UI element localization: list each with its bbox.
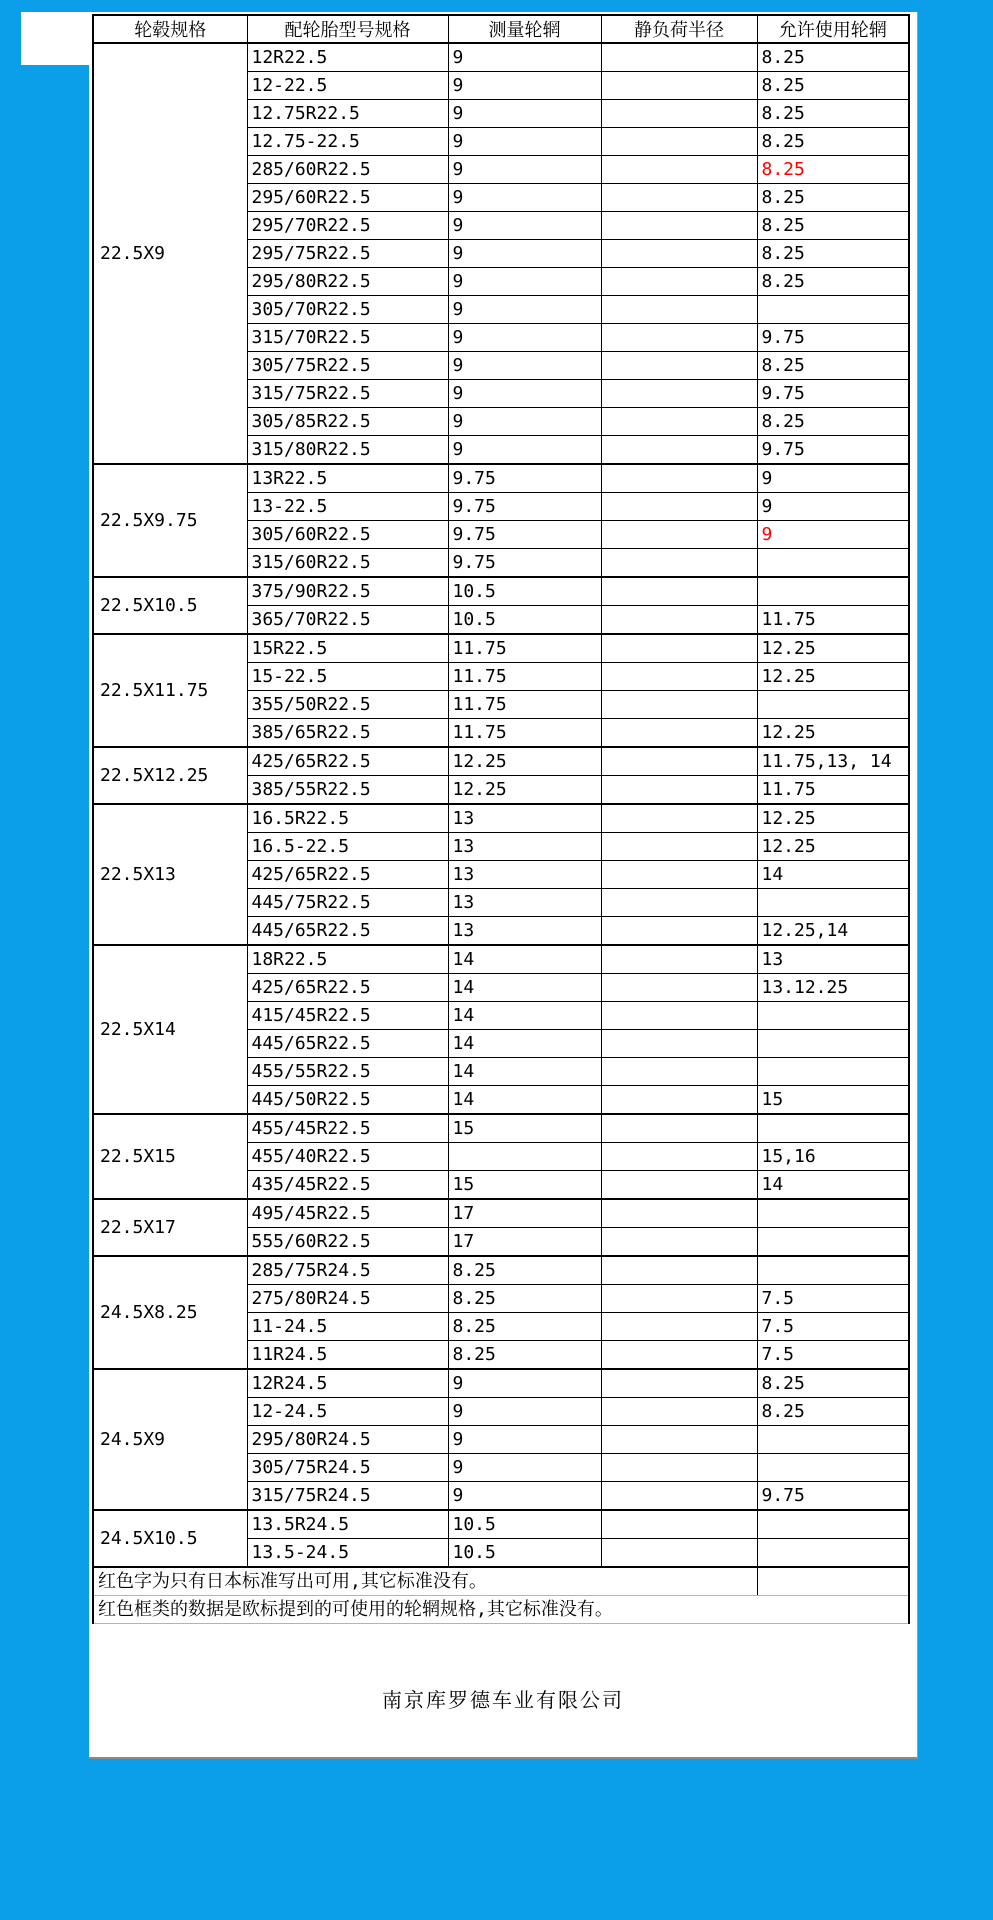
allowed-rim-cell [757,1256,909,1285]
tire-model-cell: 11R24.5 [247,1341,448,1370]
allowed-rim-cell: 8.25 [757,72,909,100]
table-row [93,1199,909,1228]
content-panel [89,12,918,1759]
measured-rim-cell: 8.25 [448,1341,601,1370]
measured-rim-cell: 14 [448,1030,601,1058]
table-row [93,577,909,606]
measured-rim-cell: 9.75 [448,464,601,493]
static-load-radius-cell [601,240,757,268]
tire-model-cell: 15R22.5 [247,634,448,663]
table-body [93,43,909,1567]
static-load-radius-cell [601,1143,757,1171]
measured-rim-cell: 12.25 [448,776,601,805]
tire-model-cell: 305/60R22.5 [247,521,448,549]
column-header-2: 配轮胎型号规格 [247,15,448,43]
measured-rim-cell: 9 [448,436,601,465]
tire-model-cell: 425/65R22.5 [247,974,448,1002]
allowed-rim-cell [757,1002,909,1030]
measured-rim-cell [448,1143,601,1171]
table-row [93,945,909,974]
measured-rim-cell: 9 [448,128,601,156]
allowed-rim-cell: 8.25 [757,1398,909,1426]
measured-rim-cell: 9 [448,43,601,72]
measured-rim-cell: 17 [448,1228,601,1257]
static-load-radius-cell [601,691,757,719]
allowed-rim-cell: 8.25 [757,128,909,156]
static-load-radius-cell [601,72,757,100]
column-header-1: 轮毂规格 [93,15,247,43]
hub-spec-cell: 22.5X9.75 [93,464,247,577]
tire-model-cell: 305/85R22.5 [247,408,448,436]
static-load-radius-cell [601,1482,757,1511]
table-row [93,43,909,72]
static-load-radius-cell [601,1256,757,1285]
allowed-rim-cell: 9 [757,493,909,521]
measured-rim-cell: 14 [448,974,601,1002]
allowed-rim-cell: 8.25 [757,100,909,128]
static-load-radius-cell [601,1086,757,1115]
measured-rim-cell: 9.75 [448,493,601,521]
table-row [93,634,909,663]
measured-rim-cell: 9 [448,1369,601,1398]
tire-model-cell: 12-24.5 [247,1398,448,1426]
allowed-rim-cell [757,1114,909,1143]
allowed-rim-cell: 12.25 [757,719,909,748]
tire-model-cell: 425/65R22.5 [247,861,448,889]
static-load-radius-cell [601,945,757,974]
tire-model-cell: 355/50R22.5 [247,691,448,719]
allowed-rim-cell: 12.25 [757,833,909,861]
allowed-rim-cell [757,1030,909,1058]
static-load-radius-cell [601,268,757,296]
static-load-radius-cell [601,1114,757,1143]
allowed-rim-cell: 8.25 [757,43,909,72]
allowed-rim-cell: 9.75 [757,436,909,465]
allowed-rim-cell [757,691,909,719]
static-load-radius-cell [601,747,757,776]
note-japan-standard: 红色字为只有日本标准写出可用,其它标准没有。 [93,1567,757,1596]
tire-model-cell: 315/75R22.5 [247,380,448,408]
static-load-radius-cell [601,1285,757,1313]
tire-model-cell: 385/65R22.5 [247,719,448,748]
allowed-rim-cell [757,1199,909,1228]
company-name: 南京库罗德车业有限公司 [382,1688,624,1712]
tire-model-cell: 13.5-24.5 [247,1539,448,1568]
allowed-rim-cell [757,1539,909,1568]
allowed-rim-cell: 13 [757,945,909,974]
static-load-radius-cell [601,128,757,156]
hub-spec-cell: 22.5X15 [93,1114,247,1199]
tire-model-cell: 305/75R22.5 [247,352,448,380]
allowed-rim-cell [757,577,909,606]
measured-rim-cell: 9 [448,1426,601,1454]
tire-model-cell: 275/80R24.5 [247,1285,448,1313]
note-row-japan-standard [93,1567,909,1596]
tire-model-cell: 455/40R22.5 [247,1143,448,1171]
tire-model-cell: 295/70R22.5 [247,212,448,240]
static-load-radius-cell [601,1228,757,1257]
note-euro-standard: 红色框类的数据是欧标提到的可使用的轮辋规格,其它标准没有。 [93,1596,909,1624]
static-load-radius-cell [601,804,757,833]
measured-rim-cell: 9 [448,408,601,436]
measured-rim-cell: 14 [448,1002,601,1030]
allowed-rim-cell: 8.25 [757,156,909,184]
static-load-radius-cell [601,1002,757,1030]
measured-rim-cell: 10.5 [448,606,601,635]
static-load-radius-cell [601,1030,757,1058]
allowed-rim-cell: 8.25 [757,268,909,296]
tire-model-cell: 445/65R22.5 [247,917,448,946]
column-header-3: 测量轮辋 [448,15,601,43]
static-load-radius-cell [601,184,757,212]
measured-rim-cell: 12.25 [448,747,601,776]
static-load-radius-cell [601,1341,757,1370]
static-load-radius-cell [601,776,757,805]
measured-rim-cell: 9 [448,156,601,184]
static-load-radius-cell [601,549,757,578]
allowed-rim-cell [757,1058,909,1086]
tire-model-cell: 18R22.5 [247,945,448,974]
allowed-rim-cell: 12.25 [757,634,909,663]
allowed-rim-cell [757,1454,909,1482]
tire-model-cell: 455/45R22.5 [247,1114,448,1143]
hub-spec-cell: 22.5X14 [93,945,247,1114]
tire-model-cell: 12R24.5 [247,1369,448,1398]
static-load-radius-cell [601,974,757,1002]
hub-spec-cell: 24.5X8.25 [93,1256,247,1369]
tire-model-cell: 13R22.5 [247,464,448,493]
measured-rim-cell: 11.75 [448,719,601,748]
tire-model-cell: 415/45R22.5 [247,1002,448,1030]
measured-rim-cell: 9 [448,352,601,380]
top-left-white-area [21,12,89,65]
table-header [93,15,909,43]
allowed-rim-cell: 15 [757,1086,909,1115]
measured-rim-cell: 13 [448,804,601,833]
table-row [93,804,909,833]
tire-model-cell: 315/70R22.5 [247,324,448,352]
tire-model-cell: 13-22.5 [247,493,448,521]
tire-model-cell: 295/80R24.5 [247,1426,448,1454]
static-load-radius-cell [601,436,757,465]
tire-model-cell: 285/60R22.5 [247,156,448,184]
allowed-rim-cell: 14 [757,1171,909,1200]
allowed-rim-cell: 7.5 [757,1341,909,1370]
tire-model-cell: 16.5R22.5 [247,804,448,833]
allowed-rim-cell: 8.25 [757,212,909,240]
allowed-rim-cell: 9.75 [757,324,909,352]
static-load-radius-cell [601,1426,757,1454]
tire-model-cell: 455/55R22.5 [247,1058,448,1086]
hub-spec-cell: 22.5X12.25 [93,747,247,804]
static-load-radius-cell [601,1510,757,1539]
column-header-5: 允许使用轮辋 [757,15,909,43]
measured-rim-cell: 13 [448,889,601,917]
measured-rim-cell: 8.25 [448,1285,601,1313]
static-load-radius-cell [601,1454,757,1482]
measured-rim-cell: 9 [448,296,601,324]
static-load-radius-cell [601,663,757,691]
table-row [93,1114,909,1143]
static-load-radius-cell [601,719,757,748]
static-load-radius-cell [601,380,757,408]
tire-model-cell: 295/60R22.5 [247,184,448,212]
tire-model-cell: 12.75-22.5 [247,128,448,156]
tire-model-cell: 12.75R22.5 [247,100,448,128]
measured-rim-cell: 9 [448,184,601,212]
tire-model-cell: 15-22.5 [247,663,448,691]
static-load-radius-cell [601,833,757,861]
tire-model-cell: 385/55R22.5 [247,776,448,805]
allowed-rim-cell: 8.25 [757,408,909,436]
tire-model-cell: 445/50R22.5 [247,1086,448,1115]
static-load-radius-cell [601,408,757,436]
measured-rim-cell: 13 [448,917,601,946]
table-row [93,464,909,493]
measured-rim-cell: 10.5 [448,1539,601,1568]
static-load-radius-cell [601,212,757,240]
tire-model-cell: 445/65R22.5 [247,1030,448,1058]
static-load-radius-cell [601,634,757,663]
static-load-radius-cell [601,464,757,493]
allowed-rim-cell: 9 [757,464,909,493]
static-load-radius-cell [601,296,757,324]
tire-model-cell: 305/75R24.5 [247,1454,448,1482]
tire-model-cell: 555/60R22.5 [247,1228,448,1257]
allowed-rim-cell: 12.25 [757,663,909,691]
tire-model-cell: 445/75R22.5 [247,889,448,917]
hub-spec-cell: 22.5X13 [93,804,247,945]
table-notes [93,1567,909,1624]
measured-rim-cell: 9 [448,380,601,408]
static-load-radius-cell [601,1058,757,1086]
measured-rim-cell: 9 [448,1398,601,1426]
allowed-rim-cell: 9 [757,521,909,549]
hub-spec-cell: 22.5X11.75 [93,634,247,747]
tire-model-cell: 315/80R22.5 [247,436,448,465]
measured-rim-cell: 8.25 [448,1256,601,1285]
static-load-radius-cell [601,1171,757,1200]
measured-rim-cell: 11.75 [448,634,601,663]
static-load-radius-cell [601,1313,757,1341]
tire-model-cell: 285/75R24.5 [247,1256,448,1285]
measured-rim-cell: 8.25 [448,1313,601,1341]
hub-spec-cell: 22.5X9 [93,43,247,464]
tire-model-cell: 435/45R22.5 [247,1171,448,1200]
tire-model-cell: 315/60R22.5 [247,549,448,578]
note-row-euro-standard [93,1596,909,1624]
measured-rim-cell: 9 [448,324,601,352]
measured-rim-cell: 14 [448,945,601,974]
allowed-rim-cell: 7.5 [757,1285,909,1313]
tire-model-cell: 295/80R22.5 [247,268,448,296]
allowed-rim-cell: 14 [757,861,909,889]
static-load-radius-cell [601,43,757,72]
table-row [93,747,909,776]
column-header-4: 静负荷半径 [601,15,757,43]
tire-spec-table [92,14,910,1624]
measured-rim-cell: 9.75 [448,549,601,578]
allowed-rim-cell [757,1510,909,1539]
allowed-rim-cell: 8.25 [757,184,909,212]
hub-spec-cell: 22.5X17 [93,1199,247,1256]
static-load-radius-cell [601,156,757,184]
static-load-radius-cell [601,324,757,352]
tire-model-cell: 315/75R24.5 [247,1482,448,1511]
allowed-rim-cell: 12.25 [757,804,909,833]
static-load-radius-cell [601,493,757,521]
measured-rim-cell: 10.5 [448,1510,601,1539]
tire-model-cell: 11-24.5 [247,1313,448,1341]
static-load-radius-cell [601,1539,757,1568]
static-load-radius-cell [601,861,757,889]
static-load-radius-cell [601,100,757,128]
measured-rim-cell: 13 [448,833,601,861]
allowed-rim-cell: 7.5 [757,1313,909,1341]
allowed-rim-cell [757,889,909,917]
tire-model-cell: 16.5-22.5 [247,833,448,861]
tire-model-cell: 295/75R22.5 [247,240,448,268]
measured-rim-cell: 15 [448,1171,601,1200]
static-load-radius-cell [601,1199,757,1228]
allowed-rim-cell: 8.25 [757,1369,909,1398]
measured-rim-cell: 9 [448,212,601,240]
allowed-rim-cell: 8.25 [757,352,909,380]
allowed-rim-cell [757,1426,909,1454]
static-load-radius-cell [601,889,757,917]
allowed-rim-cell: 8.25 [757,240,909,268]
measured-rim-cell: 9 [448,1454,601,1482]
measured-rim-cell: 11.75 [448,663,601,691]
note-empty-cell [757,1567,909,1596]
allowed-rim-cell [757,296,909,324]
allowed-rim-cell: 9.75 [757,1482,909,1511]
tire-model-cell: 12R22.5 [247,43,448,72]
measured-rim-cell: 15 [448,1114,601,1143]
measured-rim-cell: 9 [448,72,601,100]
tire-model-cell: 12-22.5 [247,72,448,100]
hub-spec-cell: 24.5X10.5 [93,1510,247,1567]
measured-rim-cell: 10.5 [448,577,601,606]
tire-model-cell: 305/70R22.5 [247,296,448,324]
tire-model-cell: 375/90R22.5 [247,577,448,606]
allowed-rim-cell: 11.75 [757,606,909,635]
measured-rim-cell: 17 [448,1199,601,1228]
tire-model-cell: 365/70R22.5 [247,606,448,635]
tire-model-cell: 13.5R24.5 [247,1510,448,1539]
measured-rim-cell: 14 [448,1058,601,1086]
allowed-rim-cell: 11.75 [757,776,909,805]
static-load-radius-cell [601,577,757,606]
static-load-radius-cell [601,1369,757,1398]
allowed-rim-cell: 9.75 [757,380,909,408]
allowed-rim-cell: 13.12.25 [757,974,909,1002]
measured-rim-cell: 9 [448,240,601,268]
static-load-radius-cell [601,352,757,380]
header-row [93,15,909,43]
allowed-rim-cell: 12.25,14 [757,917,909,946]
allowed-rim-cell: 15,16 [757,1143,909,1171]
static-load-radius-cell [601,917,757,946]
hub-spec-cell: 22.5X10.5 [93,577,247,634]
tire-model-cell: 425/65R22.5 [247,747,448,776]
measured-rim-cell: 11.75 [448,691,601,719]
static-load-radius-cell [601,1398,757,1426]
allowed-rim-cell: 11.75,13, 14 [757,747,909,776]
measured-rim-cell: 9 [448,1482,601,1511]
static-load-radius-cell [601,606,757,635]
table-row [93,1256,909,1285]
table-row [93,1510,909,1539]
measured-rim-cell: 14 [448,1086,601,1115]
static-load-radius-cell [601,521,757,549]
measured-rim-cell: 13 [448,861,601,889]
tire-model-cell: 495/45R22.5 [247,1199,448,1228]
measured-rim-cell: 9 [448,100,601,128]
table-row [93,1369,909,1398]
measured-rim-cell: 9 [448,268,601,296]
measured-rim-cell: 9.75 [448,521,601,549]
hub-spec-cell: 24.5X9 [93,1369,247,1510]
allowed-rim-cell [757,549,909,578]
allowed-rim-cell [757,1228,909,1257]
